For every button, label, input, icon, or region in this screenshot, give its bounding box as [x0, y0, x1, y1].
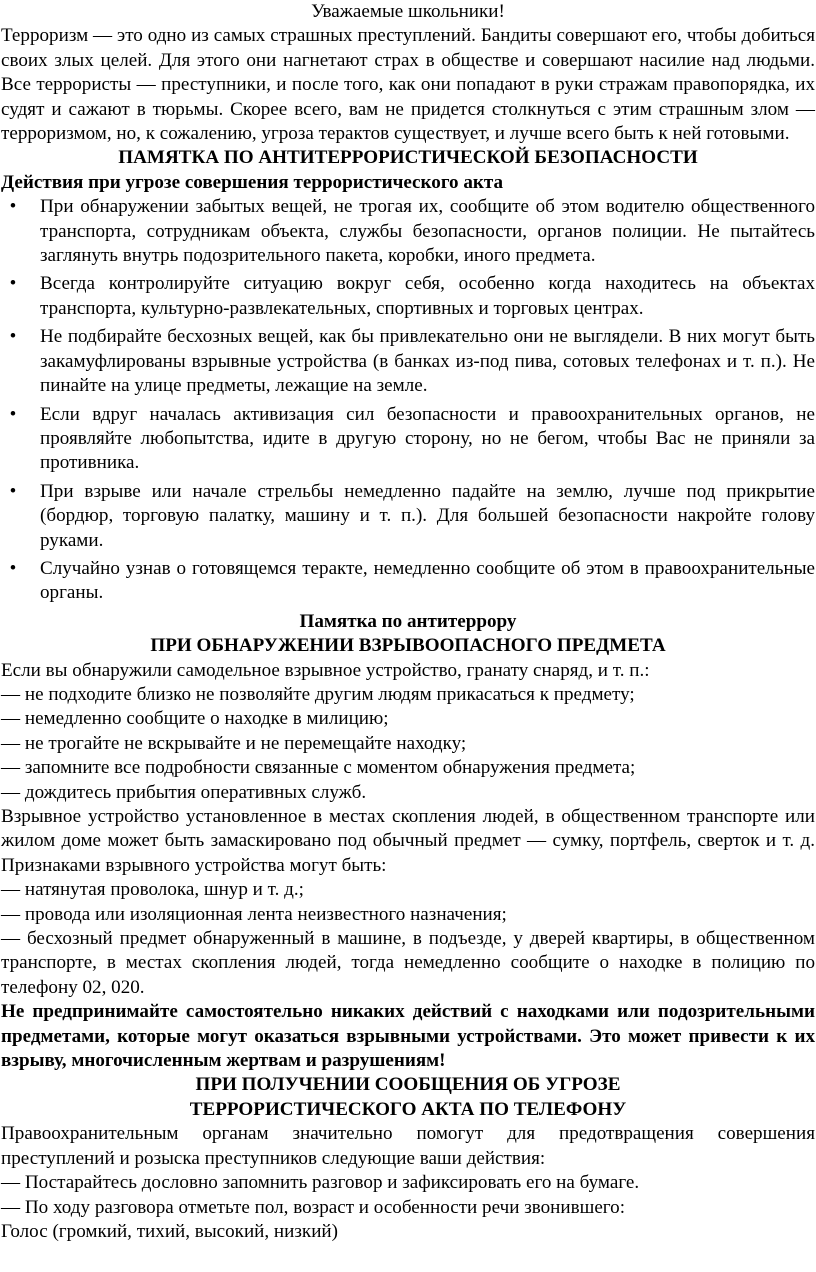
list-item: [1, 272, 815, 321]
list-item: [1, 480, 815, 553]
sign-line: — провода или изоляционная лента неизвестного назначения;: [1, 903, 507, 925]
bullet-icon: •: [9, 557, 17, 579]
warning-paragraph: Не предпринимайте самостоятельно никаких действий с находками или подозрительными предметами, которые могут оказаться взрывными устройствами. Это может привести к их взрыву, многочисленным жертвам и разрушениям!: [1, 1001, 815, 1072]
list-item: [1, 195, 815, 268]
section2-heading: Памятка по антитеррору: [299, 610, 517, 632]
bullet-icon: •: [9, 326, 17, 348]
section1-subtitle: Действия при угрозе совершения террористического акта: [1, 171, 504, 193]
intro-paragraph: Терроризм — это одно из самых страшных преступлений. Бандиты совершают его, чтобы добиться своих злых целей. Для этого они нагнетают страх в обществе и совершают насилие над людьми. Все террористы — преступники, и после того, как они попадают в руки стражам правопорядка, их судят и сажают в тюрьмы. Скорее всего, вам не придется столкнуться с этим страшным злом — терроризмом, но, к сожалению, угроза терактов существует, и лучше всего быть к ней готовыми.: [1, 25, 815, 145]
list-item: [1, 403, 815, 476]
sign-line: — бесхозный предмет обнаруженный в машине, в подъезде, у дверей квартиры, в общественном транспорте, в местах скопления людей, тогда немедленно сообщите о находке в полицию по телефону 02, 020.: [1, 928, 815, 998]
section3-lead: Правоохранительным органам значительно помогут для предотвращения совершения преступлений и розыска преступников следующие ваши действия:: [1, 1123, 815, 1169]
greeting: Уважаемые школьники!: [311, 1, 505, 22]
bullet-icon: •: [9, 480, 17, 502]
section2-lead: Если вы обнаружили самодельное взрывное устройство, гранату снаряд, и т. п.:: [1, 659, 650, 681]
list-item-text: При взрыве или начале стрельбы немедленно падайте на землю, лучше под прикрытие (бордюр, торговую палатку, машину и т. п.). Для большей безопасности накройте голову руками.: [40, 480, 815, 551]
list-item: [1, 325, 815, 398]
section1-title: ПАМЯТКА ПО АНТИТЕРРОРИСТИЧЕСКОЙ БЕЗОПАСНОСТИ: [118, 147, 698, 169]
section3-title: ТЕРРОРИСТИЧЕСКОГО АКТА ПО ТЕЛЕФОНУ: [189, 1098, 627, 1120]
list-item-text: При обнаружении забытых вещей, не трогая их, сообщите об этом водителю общественного транспорта, сотрудникам объекта, службы безопасности, органов полиции. Не пытайтесь заглянуть внутрь подозрительного пакета, коробки, иного предмета.: [40, 196, 815, 267]
list-item-text: Случайно узнав о готовящемся теракте, немедленно сообщите об этом в правоохранительные органы.: [40, 557, 815, 604]
bullet-icon: •: [9, 196, 17, 218]
bullet-icon: •: [9, 273, 17, 295]
list-item: [1, 557, 815, 606]
section2-paragraph: Взрывное устройство установленное в местах скопления людей, в общественном транспорте или жилом доме может быть замаскировано под обычный предмет — сумку, портфель, сверток и т. д. Признаками взрывного устройства могут быть:: [1, 806, 815, 876]
sign-line: — натянутая проволока, шнур и т. д.;: [1, 879, 304, 901]
instruction-line: — дождитесь прибытия оперативных служб.: [1, 781, 367, 803]
instruction-line: — Постарайтесь дословно запомнить разговор и зафиксировать его на бумаге.: [1, 1172, 640, 1194]
instruction-line: — По ходу разговора отметьте пол, возраст и особенности речи звонившего:: [1, 1196, 626, 1218]
section2-title: ПРИ ОБНАРУЖЕНИИ ВЗРЫВООПАСНОГО ПРЕДМЕТА: [150, 635, 666, 657]
instruction-line: — запомните все подробности связанные с моментом обнаружения предмета;: [1, 757, 636, 779]
instruction-line: — не подходите близко не позволяйте другим людям прикасаться к предмету;: [1, 683, 635, 705]
section3-heading: ПРИ ПОЛУЧЕНИИ СООБЩЕНИЯ ОБ УГРОЗЕ: [195, 1074, 621, 1096]
bullet-icon: •: [9, 403, 17, 425]
list-item-text: Не подбирайте бесхозных вещей, как бы привлекательно они не выглядели. В них могут быть закамуфлированы взрывные устройства (в банках из-под пива, сотовых телефонах и т. п.). Не пинайте на улице предметы, лежащие на земле.: [40, 326, 815, 397]
list-item-text: Всегда контролируйте ситуацию вокруг себя, особенно когда находитесь на объектах транспорта, культурно-развлекательных, спортивных и торговых центрах.: [40, 273, 815, 319]
section1-bullet-list: [1, 195, 815, 606]
instruction-line: Голос (громкий, тихий, высокий, низкий): [1, 1220, 338, 1242]
instruction-line: — немедленно сообщите о находке в милицию;: [1, 708, 389, 730]
instruction-line: — не трогайте не вскрывайте и не перемещайте находку;: [1, 732, 467, 754]
list-item-text: Если вдруг началась активизация сил безопасности и правоохранительных органов, не проявляйте любопытства, идите в другую сторону, но не бегом, чтобы Вас не приняли за противника.: [40, 403, 815, 474]
